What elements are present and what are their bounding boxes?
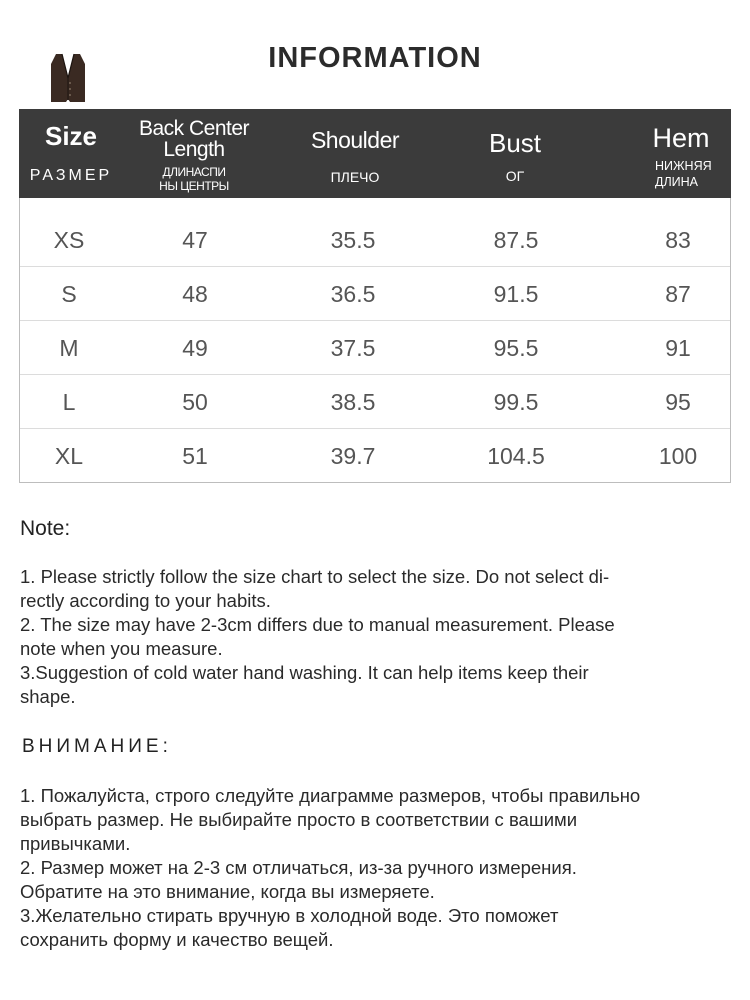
attention-line: Обратите на это внимание, когда вы измеряете. xyxy=(20,881,435,902)
cell-bust: 91.5 xyxy=(493,281,539,307)
note-line: 1. Please strictly follow the size chart to select the size. Do not select di- xyxy=(20,566,610,587)
table-row xyxy=(20,321,730,375)
header-hem-ru1: НИЖНЯЯ xyxy=(655,159,712,173)
attention-line: выбрать размер. Не выбирайте просто в соответствии с вашими xyxy=(20,809,578,830)
attention-heading: ВНИМАНИЕ: xyxy=(22,736,172,757)
cell-back-length: 47 xyxy=(182,227,208,253)
cell-size: XL xyxy=(54,443,84,469)
note-line: shape. xyxy=(20,686,76,707)
cell-shoulder: 35.5 xyxy=(330,227,376,253)
cell-shoulder: 39.7 xyxy=(330,443,376,469)
note-line: note when you measure. xyxy=(20,638,223,659)
attention-line: привычками. xyxy=(20,833,131,854)
cell-size: L xyxy=(62,389,76,415)
table-row xyxy=(20,429,730,483)
size-table xyxy=(19,109,731,483)
header-shoulder-ru: ПЛЕЧО xyxy=(330,169,380,185)
header-shoulder-label: Shoulder xyxy=(310,127,400,153)
cell-back-length: 48 xyxy=(182,281,208,307)
header-size xyxy=(19,109,123,198)
cell-back-length: 49 xyxy=(182,335,208,361)
header-back-center-line2: Length xyxy=(163,138,225,161)
note-line: rectly according to your habits. xyxy=(20,590,271,611)
attention-line: сохранить форму и качество вещей. xyxy=(20,929,334,950)
cell-bust: 99.5 xyxy=(493,389,539,415)
table-header xyxy=(19,109,731,198)
table-row xyxy=(20,375,730,429)
cell-size: XS xyxy=(53,227,85,253)
cell-bust: 95.5 xyxy=(493,335,539,361)
attention-line: 3.Желательно стирать вручную в холодной воде. Это поможет xyxy=(20,905,559,926)
cell-size: M xyxy=(59,335,79,361)
header-back-center-ru1: ДЛИНАСПИ xyxy=(162,165,226,179)
cell-shoulder: 37.5 xyxy=(330,335,376,361)
cell-hem: 83 xyxy=(665,227,691,253)
note-line: 3.Suggestion of cold water hand washing. It can help items keep their xyxy=(20,662,589,683)
cell-bust: 87.5 xyxy=(493,227,539,253)
header-hem xyxy=(617,109,745,198)
cell-shoulder: 38.5 xyxy=(330,389,376,415)
attention-line: 1. Пожалуйста, строго следуйте диаграмме размеров, чтобы правильно xyxy=(20,785,641,806)
cell-hem: 91 xyxy=(665,335,691,361)
header-shoulder xyxy=(281,109,429,198)
header-size-ru: РАЗМЕР xyxy=(29,167,113,184)
note-heading: Note: xyxy=(20,517,71,540)
cell-size: S xyxy=(61,281,77,307)
cell-bust: 104.5 xyxy=(487,443,545,469)
cell-hem: 95 xyxy=(665,389,691,415)
page-title: INFORMATION xyxy=(268,42,482,74)
note-line: 2. The size may have 2-3cm differs due to manual measurement. Please xyxy=(20,614,615,635)
header-back-center-length xyxy=(123,109,265,198)
header-bust-ru: ОГ xyxy=(505,168,525,184)
cell-back-length: 50 xyxy=(182,389,208,415)
header-bust-label: Bust xyxy=(488,128,542,158)
header-back-center-ru2: НЫ ЦЕНТРЫ xyxy=(159,179,229,193)
cell-shoulder: 36.5 xyxy=(330,281,376,307)
attention-line: 2. Размер может на 2-3 см отличаться, из-за ручного измерения. xyxy=(20,857,577,878)
header-bust xyxy=(445,109,585,198)
header-hem-ru2: ДЛИНА xyxy=(655,175,699,189)
header-back-center-line1: Back Center xyxy=(138,117,250,140)
header-size-label: Size xyxy=(44,121,98,151)
cell-hem: 100 xyxy=(658,443,698,469)
table-row xyxy=(20,267,730,321)
cell-hem: 87 xyxy=(665,281,691,307)
cell-back-length: 51 xyxy=(182,443,208,469)
table-row xyxy=(20,213,730,267)
header-hem-label: Hem xyxy=(652,123,710,153)
